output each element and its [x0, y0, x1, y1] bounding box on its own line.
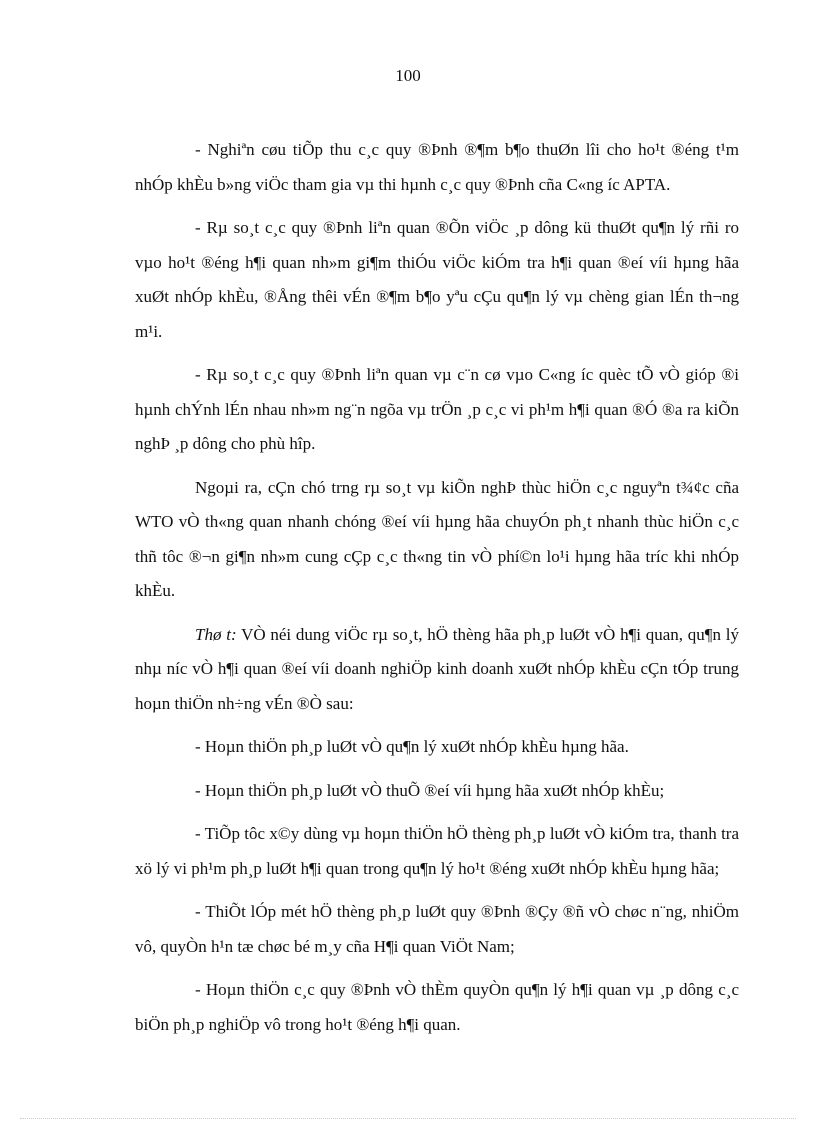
list-item: - TiÕp tôc x©y dùng vµ hoµn thiÖn hÖ thèng ph¸p luØt vÒ kiÓm tra, thanh tra xö lý vi ph¹m ph¸p luØt h¶i quan trong qu¶n lý ho¹t ®éng xuØt nhÓp khÈu hµng hãa;	[135, 824, 739, 878]
list-item: - ThiÕt lÓp mét hÖ thèng ph¸p luØt quy ®Þnh ®Çy ®ñ vÒ chøc n¨ng, nhiÖm vô, quyÒn h¹n tæ chøc bé m¸y cña H¶i quan ViÖt Nam;	[135, 902, 739, 956]
paragraph-wto: Ngoµi ra, cÇn chó trng rµ so¸t vµ kiÕn nghÞ thùc hiÖn c¸c nguyªn t¾¢c cña WTO vÒ th«ng quan nhanh chóng ®eí víi hµng hãa chuyÓn ph¸t nhanh thùc hiÖn c¸c thñ tôc ®¬n gi¶n nh»m cung cÇp c¸c th«ng tin vÒ phí©n lo¹i hµng hãa tríc khi nhÓp khÈu.	[135, 477, 739, 600]
list-item: - Hoµn thiÖn c¸c quy ®Þnh vÒ thÈm quyÒn qu¶n lý h¶i quan vµ ¸p dông c¸c biÖn ph¸p nghiÖp vô trong ho¹t ®éng h¶i quan.	[135, 980, 739, 1034]
page-bottom-divider	[20, 1118, 796, 1119]
page-number: 100	[395, 66, 421, 85]
page-body	[135, 133, 739, 1051]
fourth-lead: Thø t:	[195, 624, 237, 644]
list-item: - Hoµn thiÖn ph¸p luØt vÒ thuÕ ®eí víi hµng hãa xuØt nhÓp khÈu;	[195, 780, 665, 800]
paragraph-admin-assistance: - Rµ so¸t c¸c quy ®Þnh liªn quan vµ c¨n cø vµo C«ng íc quèc tÕ vÒ gióp ®i hµnh chÝnh lÉn nhau nh»m ng¨n ngõa vµ trÖn ¸p c¸c vi ph¹m h¶i quan ®Ó ®a ra kiÕn nghÞ ¸p dông cho phù hîp.	[135, 365, 739, 453]
list-item: - Hoµn thiÖn ph¸p luØt vÒ qu¶n lý xuØt nhÓp khÈu hµng hãa.	[195, 737, 629, 756]
paragraph-apta: - Nghiªn cøu tiÕp thu c¸c quy ®Þnh ®¶m b¶o thuØn lîi cho ho¹t ®éng t¹m nhÓp khÈu b»ng viÖc tham gia vµ thi hµnh c¸c quy ®Þnh cña C«ng íc APTA.	[135, 140, 739, 194]
fourth-text: VÒ néi dung viÖc rµ so¸t, hÖ thèng hãa ph¸p luØt vÒ h¶i quan, qu¶n lý nhµ níc vÒ h¶i quan ®eí víi doanh nghiÖp kinh doanh xuØt nhÓp khÈu cÇn tÓp trung hoµn thiÖn nh÷ng vÉn ®Ò sau:	[135, 624, 739, 713]
paragraph-fourth	[135, 618, 739, 722]
paragraph-risk-management: - Rµ so¸t c¸c quy ®Þnh liªn quan ®Õn viÖc ¸p dông kü thuØt qu¶n lý rñi ro vµo ho¹t ®éng h¶i quan nh»m gi¶m thiÓu viÖc kiÓm tra h¶i quan ®eí víi hµng hãa xuØt nhÓp khÈu, ®Ång thêi vÉn ®¶m b¶o yªu cÇu qu¶n lý vµ chèng gian lÉn th¬ng m¹i.	[135, 218, 739, 341]
